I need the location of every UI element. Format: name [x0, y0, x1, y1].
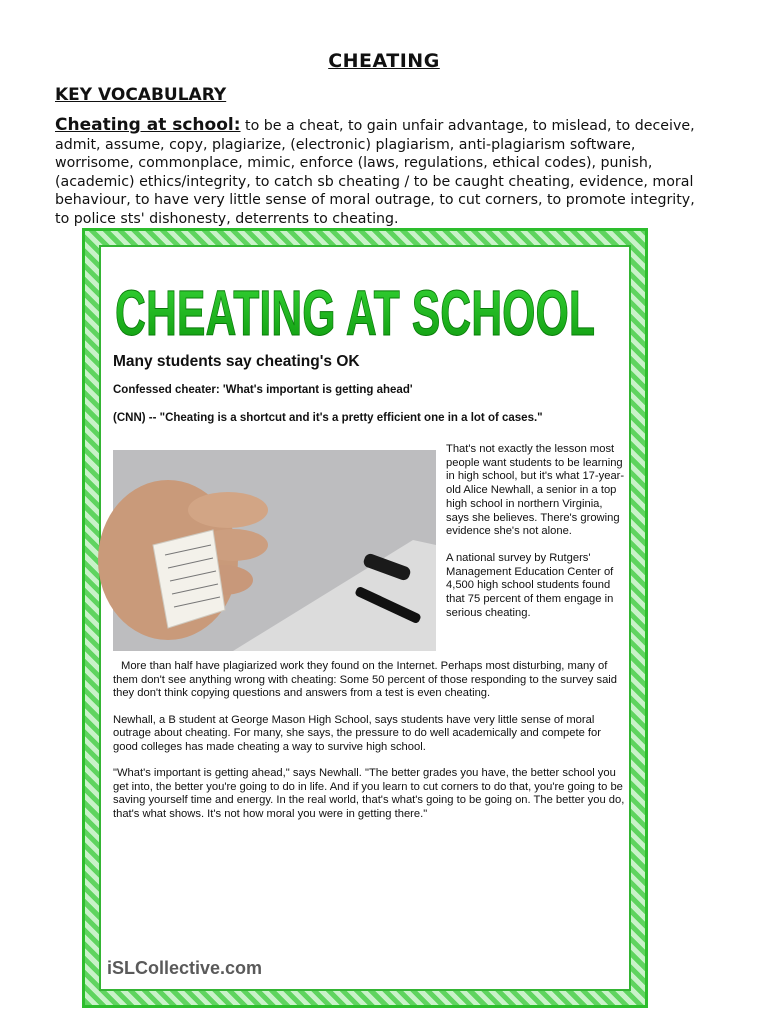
headline-text: CHEATING AT SCHOOL [115, 277, 595, 349]
article-body [113, 660, 628, 834]
vocab-heading: KEY VOCABULARY [55, 85, 227, 105]
page-title: CHEATING [328, 50, 440, 72]
poster-content [99, 245, 631, 991]
article-side-text [446, 443, 626, 633]
article-poster [82, 228, 648, 1008]
side-paragraph: That's not exactly the lesson most people want students to be learning in high school, but it's what 17-year-old Alice Newhall, a senior in a top high school in northern Virginia, says she believes. There's growing evidence she's not alone. [446, 443, 625, 538]
photo-illustration [113, 450, 436, 651]
article-lead: (CNN) -- "Cheating is a shortcut and it's a pretty efficient one in a lot of cases." [113, 412, 543, 424]
article-subheading: Many students say cheating's OK [113, 353, 360, 370]
vocab-term: Cheating at school: [55, 115, 241, 135]
body-paragraph: More than half have plagiarized work they found on the Internet. Perhaps most disturbing, many of them don't see anything wrong with cheating: Some 50 percent of those responding to the survey said they don't think copying questions and answers from a test is even cheating. [113, 660, 618, 699]
vocab-text: to be a cheat, to gain unfair advantage, to mislead, to deceive, admit, assume, copy, plagiarize, (electronic) plagiarism, anti-plagiarism software, worrisome, commonplace, mimic, enforce (laws, regulations, ethical codes), punish, (academic) ethics/integrity, to catch sb cheating / to be caught cheating, evidence, moral behaviour, to have very little sense of moral outrage, to cut corners, to promote integrity, to police sts' dishonesty, deterrents to cheating. [55, 118, 695, 227]
watermark: iSLCollective.com [107, 958, 263, 978]
article-tagline: Confessed cheater: 'What's important is getting ahead' [113, 384, 413, 396]
body-paragraph: Newhall, a B student at George Mason High School, says students have very little sense of moral outrage about cheating. For many, she says, the pressure to do well academically and compete for good colleges has made cheating a way to survive high school. [113, 713, 601, 753]
vocab-paragraph [55, 116, 705, 226]
cheat-sheet-photo [113, 450, 436, 651]
headline-svg [115, 267, 625, 347]
side-paragraph: A national survey by Rutgers' Management Education Center of 4,500 high school students found that 75 percent of them engage in serious cheating. [446, 551, 614, 619]
body-paragraph: "What's important is getting ahead," says Newhall. "The better grades you have, the better school you get into, the better you're going to do in life. And if you learn to cut corners to do that, you're going to be saving yourself time and energy. In the real world, that's what's going to be going on. The better you do, that's what shows. It's not how moral you were in getting there." [113, 767, 625, 820]
article-headline [115, 267, 625, 347]
